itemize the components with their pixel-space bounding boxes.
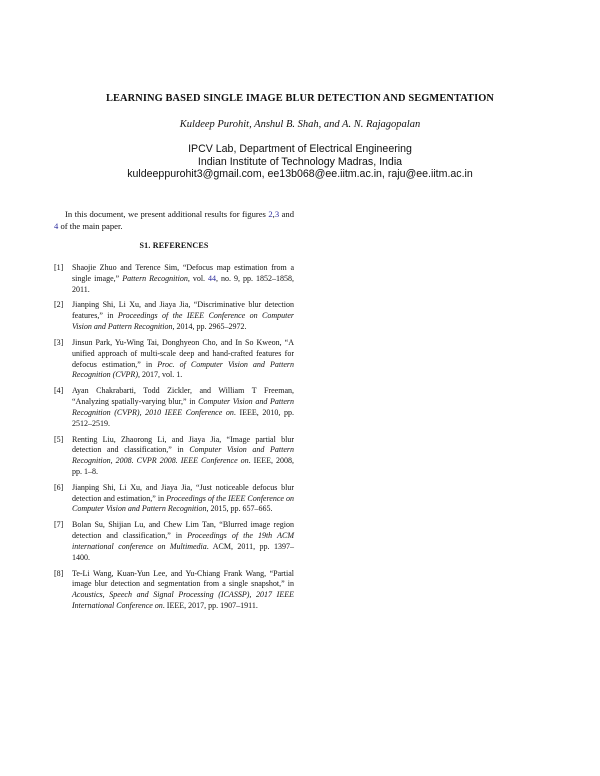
reference-item (54, 435, 294, 478)
figure-link-2[interactable]: 2 (268, 209, 273, 219)
reference-number: [6] (54, 482, 64, 492)
reference-mid: , vol. (187, 273, 209, 283)
reference-list (54, 263, 294, 617)
figure-link-4[interactable]: 4 (54, 221, 59, 232)
reference-authors-title: Bolan Su, Shijian Lu, and Chew Lim Tan, “Blurred image region detection and classification,” in (72, 520, 294, 541)
reference-item (54, 300, 294, 332)
reference-authors-title: Jianping Shi, Li Xu, and Jiaya Jia, “Just noticeable defocus blur detection and estimation,” in (72, 482, 294, 503)
intro-text-1: In this document, we present additional results for figures (65, 209, 269, 219)
author-list: Kuldeep Purohit, Anshul B. Shah, and A. N. Rajagopalan (179, 119, 421, 130)
affiliation-emails: kuldeeppurohit3@gmail.com, ee13b068@ee.iitm.ac.in, raju@ee.iitm.ac.in (127, 168, 473, 181)
reference-number: [3] (54, 337, 64, 347)
reference-item (54, 569, 294, 612)
reference-authors-title: Jinsun Park, Yu-Wing Tai, Donghyeon Cho, and In So Kweon, “A unified approach of multi-scale deep and hand-crafted features for defocus estimation,” in (72, 337, 294, 369)
intro-text-3: of the main paper. (58, 221, 123, 232)
reference-venue: Pattern Recognition (122, 273, 188, 283)
intro-paragraph (54, 208, 294, 232)
reference-number: [4] (54, 386, 64, 396)
reference-details: , 2017, vol. 1. (137, 370, 183, 380)
reference-venue: Proc. of Computer Vision and Pattern Recognition (CVPR) (72, 359, 295, 380)
reference-authors-title: Jianping Shi, Li Xu, and Jiaya Jia, “Discriminative blur detection features,” in (72, 300, 294, 321)
reference-details: , 2015, pp. 657–665. (206, 504, 273, 514)
affiliation-institute: Indian Institute of Technology Madras, India (197, 155, 403, 168)
reference-venue: Computer Vision and Pattern Recognition (CVPR), 2010 IEEE Conference on (72, 397, 294, 417)
intro-text-2: and (279, 209, 294, 219)
reference-item (54, 386, 294, 429)
reference-number: [1] (54, 263, 64, 272)
reference-venue: Proceedings of the IEEE Conference on Computer Vision and Pattern Recognition (72, 493, 294, 514)
reference-authors-title: Te-Li Wang, Kuan-Yun Lee, and Yu-Chiang Frank Wang, “Partial image blur detection and segmentation from a single snapshot,” in (72, 568, 294, 589)
reference-number: [7] (54, 520, 64, 530)
reference-item (54, 263, 294, 295)
affiliation-lab: IPCV Lab, Department of Electrical Engineering (188, 143, 412, 155)
reference-details: . IEEE, 2010, pp. 2512–2519. (72, 407, 294, 428)
reference-details: , no. 9, pp. 1852–1858, 2011. (72, 273, 294, 294)
reference-authors-title: Ayan Chakrabarti, Todd Zickler, and William T Freeman, “Analyzing spatially-varying blur,” in (72, 386, 294, 407)
reference-number: [8] (54, 568, 64, 578)
reference-details: . IEEE, 2008, pp. 1–8. (72, 456, 294, 476)
reference-number: [5] (54, 434, 64, 444)
reference-authors-title: Shaojie Zhuo and Terence Sim, “Defocus map estimation from a single image,” (72, 263, 294, 283)
reference-item (54, 520, 294, 563)
paper-title: LEARNING BASED SINGLE IMAGE BLUR DETECTION AND SEGMENTATION (105, 93, 495, 104)
figure-link-3[interactable]: 3 (274, 209, 280, 219)
reference-number: [2] (54, 300, 64, 310)
reference-venue: Proceedings of the 19th ACM international conference on Multimedia (72, 531, 294, 551)
reference-details: , 2014, pp. 2965–2972. (172, 322, 247, 332)
reference-authors-title: Renting Liu, Zhaorong Li, and Jiaya Jia, “Image partial blur detection and classification,” in (72, 434, 294, 455)
section-heading-references: S1. REFERENCES (139, 241, 209, 250)
intro-sep: , (272, 209, 275, 219)
reference-item (54, 483, 294, 515)
affiliation-block (0, 143, 600, 181)
reference-details: . IEEE, 2017, pp. 1907–1911. (162, 600, 258, 610)
reference-venue: Proceedings of the IEEE Conference on Computer Vision and Pattern Recognition (72, 311, 294, 332)
reference-venue: Acoustics, Speech and Signal Processing (ICASSP), 2017 IEEE International Conference on (72, 590, 294, 610)
reference-item (54, 338, 294, 381)
reference-details: . ACM, 2011, pp. 1397–1400. (72, 541, 294, 562)
reference-venue: Computer Vision and Pattern Recognition, 2008. CVPR 2008. IEEE Conference on (72, 445, 294, 466)
reference-volume-link[interactable]: 44 (208, 273, 217, 283)
